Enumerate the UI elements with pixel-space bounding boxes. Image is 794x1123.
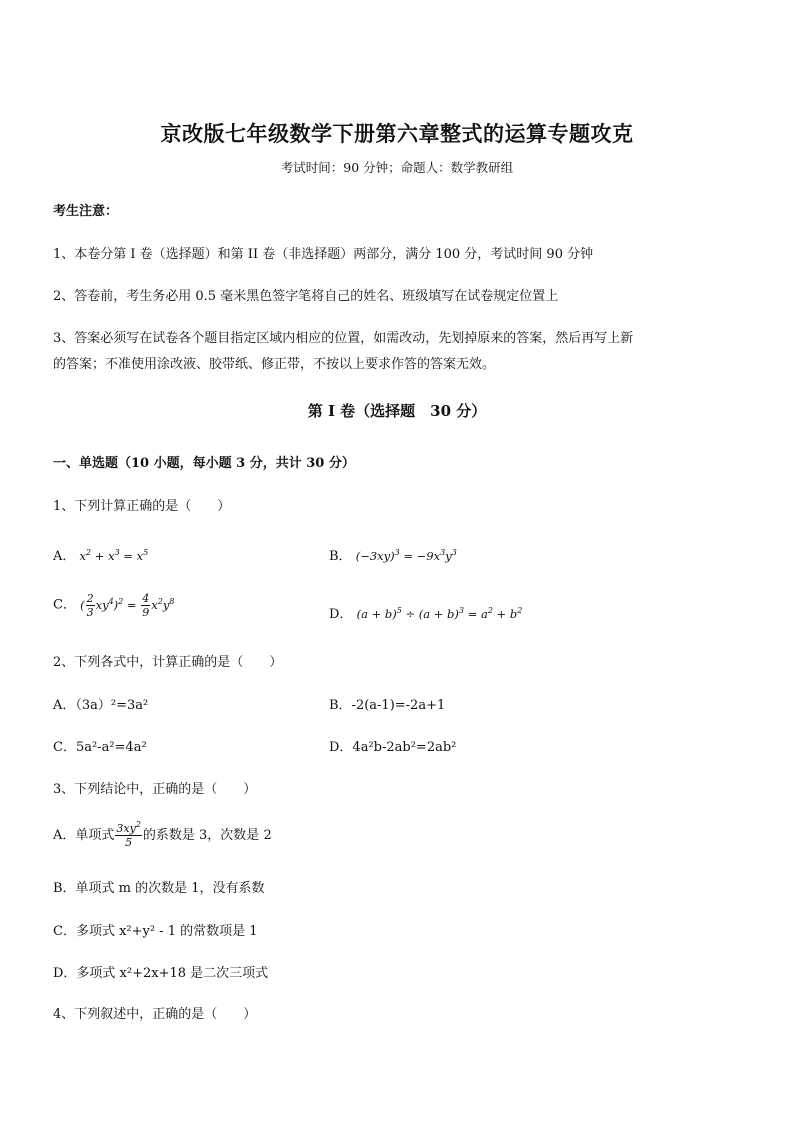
notice-item-2: 2、答卷前，考生务必用 0.5 毫米黑色签字笔将自己的姓名、班级填写在试卷规定位置上: [53, 289, 559, 304]
notice-item-1: 1、本卷分第 I 卷（选择题）和第 II 卷（非选择题）两部分，满分 100 分，考试时间 90 分钟: [53, 247, 594, 262]
q1-option-b-label: B．: [329, 549, 352, 564]
q1-option-a-label: A．: [53, 549, 76, 564]
exam-info: 考试时间：90 分钟；命题人：数学教研组: [280, 160, 514, 175]
q2-option-b: B．-2(a-1)=-2a+1: [329, 698, 446, 713]
q3-option-d: D．多项式 x²+2x+18 是二次三项式: [53, 966, 269, 981]
notice-item-3: 3、答案必须写在试卷各个题目指定区域内相应的位置，如需改动，先划掉原来的答案，然后再写上新: [53, 331, 634, 346]
q1-option-a: [53, 545, 148, 564]
q2-option-c: C．5a²-a²=4a²: [53, 740, 147, 755]
q1-option-c-label: C．: [53, 597, 76, 613]
q2-option-d: D．4a²b-2ab²=2ab²: [329, 740, 457, 755]
page-title: 京改版七年级数学下册第六章整式的运算专题攻克: [160, 121, 634, 146]
q2-option-a: A．（3a）²=3a²: [53, 698, 149, 713]
question-3-stem: 3、下列结论中，正确的是（ ）: [53, 782, 257, 797]
q1-option-c: [53, 592, 174, 619]
q1-option-d: [329, 603, 522, 622]
q3-option-b: B．单项式 m 的次数是 1，没有系数: [53, 881, 265, 896]
q1-option-c-formula: ( $\frac{2}{3}$ $xy^4)^2$ = $\frac{4}{9}$ $x^2y^8$: [80, 592, 175, 619]
section-title: 第 I 卷（选择题 30 分）: [307, 402, 487, 420]
q3-option-a-prefix: A．单项式: [53, 828, 115, 843]
question-4-stem: 4、下列叙述中，正确的是（ ）: [53, 1007, 257, 1022]
q1-option-d-label: D．: [329, 607, 353, 622]
question-1-stem: 1、下列计算正确的是（ ）: [53, 499, 231, 514]
q3-option-a: [53, 822, 272, 849]
notice-item-3-cont: 的答案；不准使用涂改液、胶带纸、修正带，不按以上要求作答的答案无效。: [53, 357, 496, 372]
part-title: 一、单选题（10 小题，每小题 3 分，共计 30 分）: [53, 456, 355, 471]
q1-option-b: [329, 545, 457, 564]
question-2-stem: 2、下列各式中，计算正确的是（ ）: [53, 655, 283, 670]
q3-option-c: C．多项式 x²+y² - 1 的常数项是 1: [53, 924, 258, 939]
q3-option-a-fraction: $\frac{3xy^2}{5}$: [116, 820, 141, 849]
q1-option-b-formula: $(-3xy)^3 = -9x^3y^3$: [355, 548, 457, 563]
q1-option-a-formula: $x^2 + x^3 = x^5$: [79, 548, 149, 563]
notice-heading: 考生注意：: [53, 204, 119, 219]
q1-option-d-formula: $(a + b)^5 \div (a + b)^3 = a^2 + b^2$: [356, 606, 523, 621]
q3-option-a-suffix: 的系数是 3，次数是 2: [142, 828, 272, 843]
